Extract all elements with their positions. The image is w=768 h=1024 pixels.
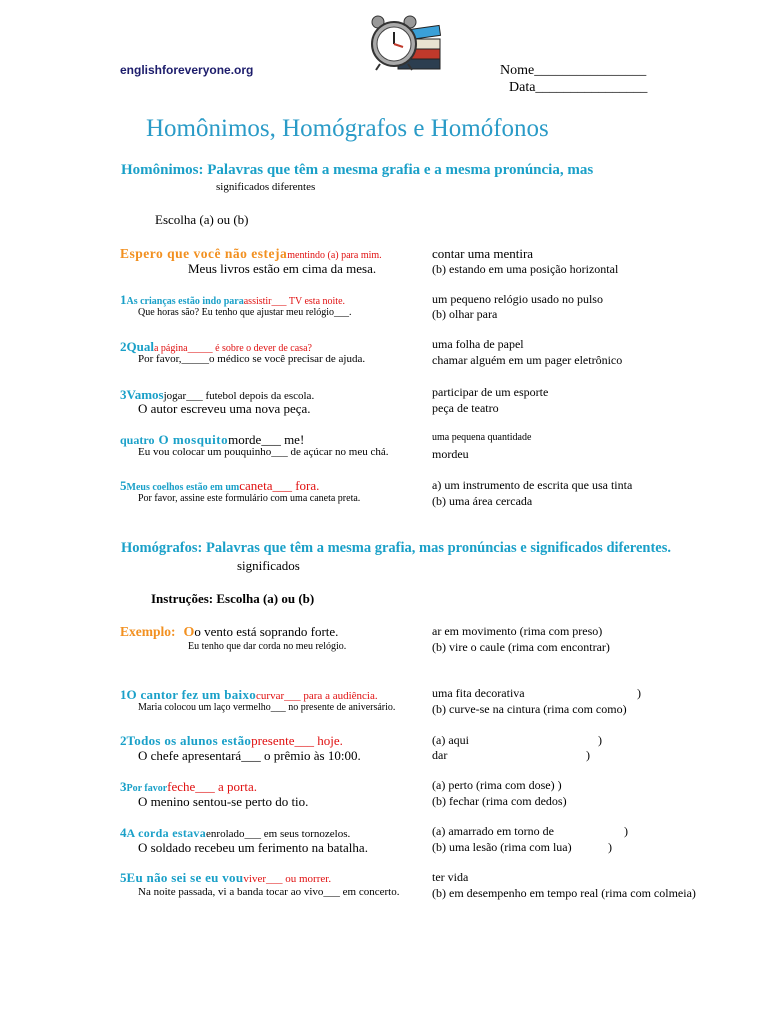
- homographs-item-1-answer-b: (b) curve-se na cintura (rima com como): [432, 702, 627, 716]
- homonyms-item-4-answer-b: mordeu: [432, 447, 469, 461]
- item-lead: Por favor: [126, 783, 168, 794]
- homonyms-item-4-answer-a: uma pequena quantidade: [432, 432, 532, 443]
- homographs-example-sentence2: Eu tenho que dar corda no meu relógio.: [188, 641, 347, 652]
- site-name: englishforeveryone.org: [120, 63, 254, 77]
- item-number: 1: [120, 292, 127, 307]
- example-label: Exemplo:: [120, 624, 176, 639]
- name-field: Nome________________: [500, 63, 647, 78]
- item-number: 2: [120, 733, 127, 748]
- item-word: morde___ me!: [228, 432, 305, 447]
- homographs-item-5-answer-b: (b) em desempenho em tempo real (rima com colmeia): [432, 886, 696, 900]
- homographs-item-1-answer-a-tail: ): [637, 686, 641, 700]
- homonyms-item-3-answer-b: peça de teatro: [432, 401, 499, 415]
- homographs-item-1-answer-a: uma fita decorativa: [432, 686, 525, 700]
- item-lead: O cantor fez um baixo: [126, 687, 257, 702]
- item-lead: A corda estava: [126, 826, 207, 840]
- item-number: quatro: [120, 433, 155, 447]
- item-number: 5: [120, 478, 127, 493]
- example-sentence2: Meus livros estão em cima da mesa.: [188, 261, 377, 276]
- homographs-item-2-sentence2: O chefe apresentará___ o prêmio às 10:00.: [138, 748, 361, 763]
- item-lead: O mosquito: [158, 432, 229, 447]
- item-lead: Todos os alunos estão: [126, 733, 252, 748]
- example-answer-a: contar uma mentira: [432, 246, 534, 261]
- homonyms-heading-cont: significados diferentes: [216, 181, 316, 193]
- item-lead: Qual: [126, 339, 154, 354]
- homonyms-item-1-answer-a: um pequeno relógio usado no pulso: [432, 292, 603, 306]
- item-number: 4: [120, 825, 127, 840]
- homonyms-item-5-answer-b: (b) uma área cercada: [432, 494, 533, 508]
- item-word: enrolado___ em seus tornozelos.: [206, 828, 351, 840]
- item-number: 5: [120, 870, 127, 885]
- homographs-item-5-sentence2: Na noite passada, vi a banda tocar ao vivo___ em concerto.: [138, 886, 400, 898]
- homographs-item-4-answer-a-tail: ): [624, 824, 628, 838]
- example-o: O: [183, 625, 195, 640]
- homonyms-item-5-sentence2: Por favor, assine este formulário com uma caneta preta.: [138, 493, 361, 504]
- homographs-heading-cont: significados: [237, 558, 300, 573]
- homographs-item-3-answer-b: (b) fechar (rima com dedos): [432, 794, 567, 808]
- homographs-item-4-sentence2: O soldado recebeu um ferimento na batalha.: [138, 840, 368, 855]
- homonyms-heading: Homônimos: Palavras que têm a mesma grafia e a mesma pronúncia, mas: [121, 162, 594, 178]
- item-word: curvar___ para a audiência.: [256, 690, 378, 702]
- item-word: presente___ hoje.: [251, 733, 343, 748]
- alarm-clock-books-icon: [366, 12, 444, 74]
- item-word: assistir___ TV esta noite.: [243, 296, 346, 307]
- item-word: caneta___ fora.: [239, 478, 320, 493]
- item-word: feche___ a porta.: [167, 779, 258, 794]
- homonyms-item-2-answer-a: uma folha de papel: [432, 337, 524, 351]
- homonyms-instruction: Escolha (a) ou (b): [155, 212, 249, 227]
- homographs-item-5: [120, 869, 331, 887]
- example-word: mentindo (a) para mim.: [287, 250, 382, 261]
- homonyms-item-3-sentence2: O autor escreveu uma nova peça.: [138, 401, 311, 416]
- page-title: Homônimos, Homógrafos e Homófonos: [146, 115, 549, 142]
- item-word: viver___ ou morrer.: [243, 873, 332, 885]
- item-number: 3: [120, 779, 127, 794]
- homographs-heading: Homógrafos: Palavras que têm a mesma grafia, mas pronúncias e significados diferentes.: [121, 540, 672, 556]
- homonyms-item-4-sentence2: Eu vou colocar um pouquinho___ de açúcar no meu chá.: [138, 446, 389, 458]
- item-lead: As crianças estão indo para: [126, 296, 244, 307]
- item-number: 2: [120, 339, 127, 354]
- logo: [366, 12, 444, 74]
- homonyms-item-3-answer-a: participar de um esporte: [432, 385, 549, 399]
- homonyms-item-1-sentence2: Que horas são? Eu tenho que ajustar meu relógio___.: [138, 307, 352, 318]
- homographs-item-1-sentence2: Maria colocou um laço vermelho___ no presente de aniversário.: [138, 702, 396, 713]
- homonyms-item-1-answer-b: (b) olhar para: [432, 307, 498, 321]
- homographs-item-4-answer-a: (a) amarrado em torno de: [432, 824, 554, 838]
- item-lead: Meus coelhos estão em um: [126, 482, 240, 493]
- homographs-item-2-answer-b: dar: [432, 748, 448, 762]
- homographs-example: [120, 623, 338, 641]
- example-label: Espero que você não esteja: [120, 246, 288, 261]
- homographs-item-3-answer-a: (a) perto (rima com dose) ): [432, 778, 562, 792]
- homonyms-item-5-answer-a: a) um instrumento de escrita que usa tinta: [432, 478, 633, 492]
- example-answer-b: (b) estando em uma posição horizontal: [432, 262, 619, 276]
- homographs-item-3-sentence2: O menino sentou-se perto do tio.: [138, 794, 309, 809]
- item-lead: Eu não sei se eu vou: [126, 870, 244, 885]
- homonyms-item-2-answer-b: chamar alguém em um pager eletrônico: [432, 353, 623, 367]
- homographs-instruction: Instruções: Escolha (a) ou (b): [151, 591, 315, 606]
- item-lead: Vamos: [126, 387, 164, 402]
- date-field: Data________________: [509, 80, 648, 95]
- homographs-item-2-answer-a: (a) aqui: [432, 733, 469, 747]
- homographs-item-4-answer-b: (b) uma lesão (rima com lua): [432, 840, 572, 854]
- homographs-item-2-answer-b-tail: ): [586, 748, 590, 762]
- homonyms-item-2-sentence2: Por favor,_____o médico se você precisar de ajuda.: [138, 353, 366, 365]
- item-word: a página_____ é sobre o dever de casa?: [153, 343, 312, 354]
- item-number: 3: [120, 387, 127, 402]
- homographs-item-2-answer-a-tail: ): [598, 733, 602, 747]
- example-sentence1: o vento está soprando forte.: [194, 624, 339, 639]
- homographs-example-answer-b: (b) vire o caule (rima com encontrar): [432, 640, 610, 654]
- homographs-item-4-answer-b-tail: ): [608, 840, 612, 854]
- homographs-example-answer-a: ar em movimento (rima com preso): [432, 624, 603, 638]
- homographs-item-5-answer-a: ter vida: [432, 870, 469, 884]
- item-word: jogar___ futebol depois da escola.: [163, 390, 315, 402]
- item-number: 1: [120, 687, 127, 702]
